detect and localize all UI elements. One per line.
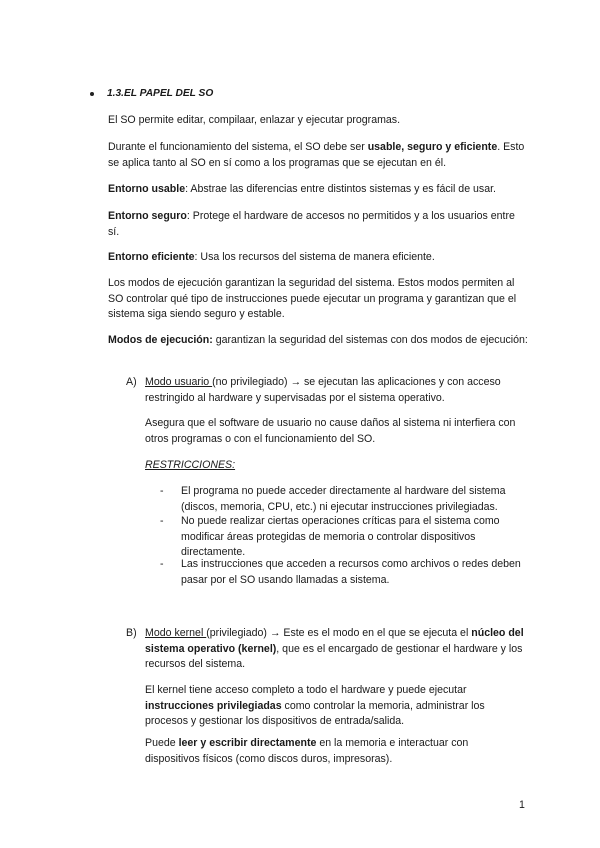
section-heading: 1.3.EL PAPEL DEL SO	[107, 88, 214, 99]
paragraph-requirements: Durante el funcionamiento del sistema, el SO debe ser usable, seguro y eficiente. Esto se aplica tanto al SO en sí como a los programas que se ejecutan en él.	[108, 141, 525, 169]
paragraph-entorno-eficiente: Entorno eficiente: Usa los recursos del sistema de manera eficiente.	[108, 251, 435, 263]
paragraph-entorno-seguro: Entorno seguro: Protege el hardware de accesos no permitidos y a los usuarios entre sí.	[108, 210, 515, 238]
mode-kernel-paragraph-2: Puede leer y escribir directamente en la memoria e interactuar con dispositivos físicos (como discos duros, impresoras).	[145, 737, 469, 765]
page-number: 1	[519, 799, 525, 811]
paragraph-modos-ejecucion: Modos de ejecución: garantizan la seguridad del sistemas con dos modos de ejecución:	[108, 334, 528, 346]
dash-icon: -	[160, 558, 164, 570]
restriction-item: El programa no puede acceder directamente al hardware del sistema (discos, memoria, CPU, etc.) ni ejecutar instrucciones privilegiadas.	[181, 485, 506, 513]
bullet-icon	[90, 92, 94, 96]
restricciones-label: RESTRICCIONES:	[145, 459, 236, 471]
paragraph-entorno-usable: Entorno usable: Abstrae las diferencias entre distintos sistemas y es fácil de usar.	[108, 183, 497, 195]
dash-icon: -	[160, 485, 164, 497]
paragraph-intro: El SO permite editar, compilaar, enlazar y ejecutar programas.	[108, 114, 401, 126]
mode-kernel-description: Modo kernel (privilegiado) → Este es el modo en el que se ejecuta el núcleo del sistema operativo (kernel), que es el encargado de gestionar el hardware y los recursos del sistema.	[145, 627, 524, 670]
list-marker-a: A)	[126, 376, 137, 388]
restriction-item: Las instrucciones que acceden a recursos como archivos o redes deben pasar por el SO usando llamadas a sistema.	[181, 558, 521, 586]
mode-kernel-paragraph-1: El kernel tiene acceso completo a todo el hardware y puede ejecutar instrucciones privilegiadas como controlar la memoria, administrar los procesos y gestionar los dispositivos de entrada/salida.	[145, 684, 485, 727]
restriction-item: No puede realizar ciertas operaciones críticas para el sistema como modificar áreas protegidas de memoria o controlar dispositivos directamente.	[181, 515, 500, 558]
paragraph-modos: Los modos de ejecución garantizan la seguridad del sistema. Estos modos permiten al SO controlar qué tipo de instrucciones puede ejecutar un programa y garantizan que el sistema siga siendo seguro y estable.	[108, 277, 517, 320]
list-marker-b: B)	[126, 627, 137, 639]
mode-usuario-description: Modo usuario (no privilegiado) → se ejecutan las aplicaciones y con acceso restringido al hardware y supervisadas por el sistema operativo.	[145, 376, 501, 404]
dash-icon: -	[160, 515, 164, 527]
mode-usuario-paragraph: Asegura que el software de usuario no cause daños al sistema ni interfiera con otros programas o con el funcionamiento del SO.	[145, 417, 516, 445]
